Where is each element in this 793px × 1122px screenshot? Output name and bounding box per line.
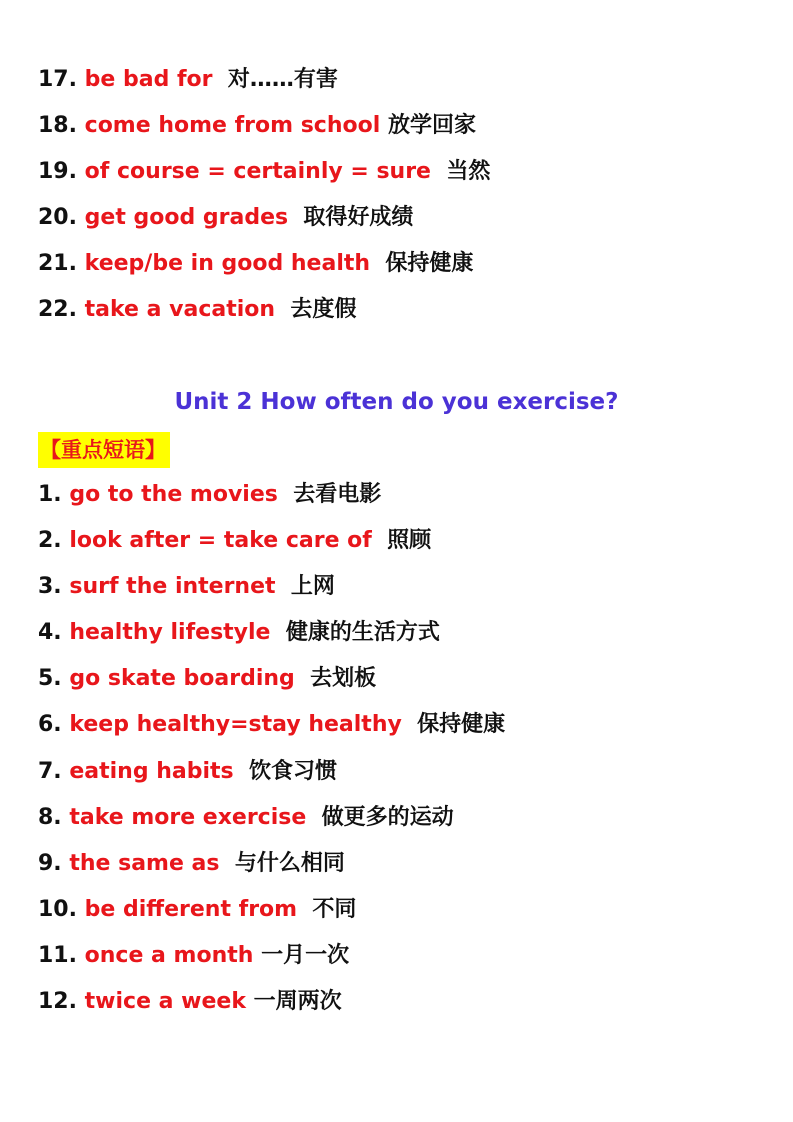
english-phrase: the same as — [69, 850, 220, 876]
list-item — [38, 984, 758, 1030]
item-number: 21. — [38, 251, 77, 277]
list-item — [38, 800, 758, 846]
item-number: 19. — [38, 159, 77, 185]
item-number: 18. — [38, 113, 77, 139]
item-number: 5. — [38, 666, 62, 692]
list-item — [38, 615, 758, 661]
list-item — [38, 754, 758, 800]
chinese-meaning: 一月一次 — [261, 942, 350, 968]
chinese-meaning: 去度假 — [290, 297, 357, 323]
list-item — [38, 477, 758, 523]
english-phrase: healthy lifestyle — [69, 620, 271, 646]
chinese-meaning: 去划板 — [310, 666, 377, 692]
unit-title: Unit 2 How often do you exercise? — [174, 389, 619, 415]
list-item — [38, 154, 758, 200]
chinese-meaning: 上网 — [290, 574, 335, 600]
list-item — [38, 569, 758, 615]
chinese-meaning: 保持健康 — [417, 712, 506, 738]
list-item — [38, 938, 758, 984]
chinese-meaning: 当然 — [446, 159, 491, 185]
phrase-list-previous — [38, 62, 758, 339]
chinese-meaning: 取得好成绩 — [303, 205, 414, 231]
english-phrase: keep/be in good health — [84, 251, 371, 277]
chinese-meaning: 照顾 — [387, 528, 432, 554]
item-number: 6. — [38, 712, 62, 738]
list-item — [38, 62, 758, 108]
item-number: 17. — [38, 67, 77, 92]
item-number: 12. — [38, 989, 77, 1015]
english-phrase: of course = certainly = sure — [84, 159, 431, 185]
item-number: 11. — [38, 942, 77, 968]
item-number: 10. — [38, 896, 77, 922]
english-phrase: once a month — [84, 942, 254, 968]
item-number: 3. — [38, 574, 62, 600]
chinese-meaning: 去看电影 — [293, 482, 382, 507]
item-number: 7. — [38, 758, 62, 784]
english-phrase: go to the movies — [69, 482, 278, 507]
list-item — [38, 523, 758, 569]
english-phrase: take more exercise — [69, 804, 307, 830]
list-item — [38, 707, 758, 753]
chinese-meaning: 对……有害 — [227, 67, 338, 92]
item-number: 8. — [38, 804, 62, 830]
list-item — [38, 846, 758, 892]
chinese-meaning: 与什么相同 — [234, 850, 345, 876]
english-phrase: twice a week — [84, 989, 246, 1015]
chinese-meaning: 保持健康 — [385, 251, 474, 277]
list-item — [38, 892, 758, 938]
chinese-meaning: 健康的生活方式 — [285, 620, 440, 646]
english-phrase: eating habits — [69, 758, 234, 784]
english-phrase: take a vacation — [84, 297, 276, 323]
english-phrase: surf the internet — [69, 574, 276, 600]
item-number: 20. — [38, 205, 77, 231]
english-phrase: go skate boarding — [69, 666, 295, 692]
item-number: 2. — [38, 528, 62, 554]
list-item — [38, 292, 758, 338]
chinese-meaning: 做更多的运动 — [321, 804, 454, 830]
list-item — [38, 246, 758, 292]
english-phrase: be bad for — [84, 67, 213, 92]
english-phrase: come home from school — [84, 113, 381, 139]
key-phrases-label: 【重点短语】 — [38, 432, 170, 468]
chinese-meaning: 一周两次 — [253, 989, 342, 1015]
chinese-meaning: 不同 — [312, 896, 357, 922]
item-number: 22. — [38, 297, 77, 323]
english-phrase: be different from — [84, 896, 298, 922]
english-phrase: look after = take care of — [69, 528, 372, 554]
list-item — [38, 200, 758, 246]
chinese-meaning: 放学回家 — [387, 113, 476, 139]
list-item — [38, 661, 758, 707]
chinese-meaning: 饮食习惯 — [248, 758, 337, 784]
item-number: 1. — [38, 482, 62, 507]
item-number: 4. — [38, 620, 62, 646]
list-item — [38, 108, 758, 154]
english-phrase: keep healthy=stay healthy — [69, 712, 402, 738]
phrase-list-unit2 — [38, 477, 758, 1030]
english-phrase: get good grades — [84, 205, 289, 231]
item-number: 9. — [38, 850, 62, 876]
